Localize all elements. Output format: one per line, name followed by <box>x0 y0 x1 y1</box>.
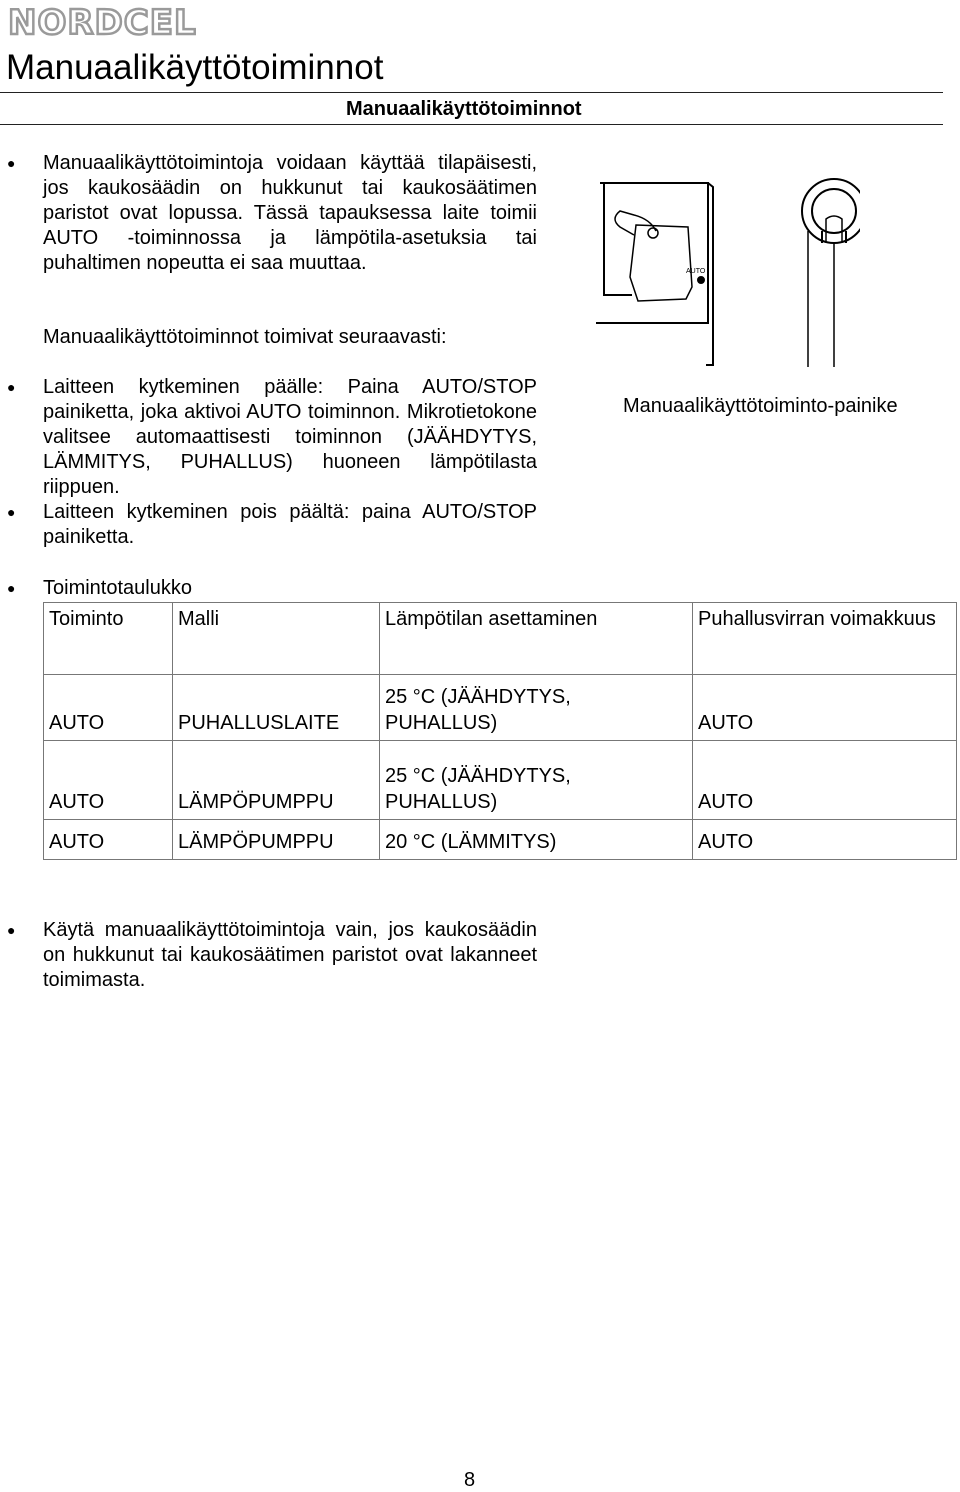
figure-button-label: AUTO <box>686 268 706 275</box>
header-rule-top <box>0 92 943 93</box>
header-rule-bottom <box>0 124 943 125</box>
intro-paragraph: Manuaalikäyttötoimintoja voidaan käyttää tilapäisesti, jos kaukosäädin on hukkunut tai kaukosäätimen paristot ovat lopussa. Tässä tapauksessa laite toimii AUTO -toiminnossa ja lämpötila-asetuksia tai puhaltimen nopeutta ei saa muuttaa. <box>43 152 537 274</box>
table-cell: 25 °C (JÄÄHDYTYS, PUHALLUS) <box>380 675 693 741</box>
table-cell: 20 °C (LÄMMITYS) <box>380 820 693 860</box>
bullet-icon: ● <box>7 379 16 395</box>
bullet-icon: ● <box>7 922 16 938</box>
table-cell: AUTO <box>693 741 957 820</box>
page-number: 8 <box>464 1469 476 1491</box>
bullet-icon: ● <box>7 580 16 596</box>
table-header-cell: Lämpötilan asettaminen <box>380 603 693 675</box>
table-cell: PUHALLUSLAITE <box>173 675 380 741</box>
section-title: Manuaalikäyttötoiminnot <box>346 98 582 120</box>
table-cell: AUTO <box>44 820 173 860</box>
step-power-on: Laitteen kytkeminen päälle: Paina AUTO/STOP painiketta, joka aktivoi AUTO toiminnon. Mikrotietokone valitsee automaattisesti toiminnon (JÄÄHDYTYS, LÄMMITYS, PUHALLUS) huoneen lämpötilasta riippuen. <box>43 376 537 498</box>
table-cell: 25 °C (JÄÄHDYTYS, PUHALLUS) <box>380 741 693 820</box>
figure-caption: Manuaalikäyttötoiminto-painike <box>623 395 898 417</box>
table-header-cell: Puhallusvirran voimakkuus <box>693 603 957 675</box>
bullet-icon: ● <box>7 504 16 520</box>
operation-intro: Manuaalikäyttötoiminnot toimivat seuraavasti: <box>43 326 447 348</box>
table-cell: AUTO <box>44 675 173 741</box>
table-header-cell: Toiminto <box>44 603 173 675</box>
manual-button-figure <box>590 175 860 375</box>
page-title: Manuaalikäyttötoiminnot <box>6 48 384 87</box>
table-row <box>44 820 957 860</box>
table-header-row <box>44 603 957 675</box>
table-cell: AUTO <box>693 820 957 860</box>
table-cell: AUTO <box>44 741 173 820</box>
table-heading: Toimintotaulukko <box>43 577 192 599</box>
bullet-icon: ● <box>7 155 16 171</box>
function-table <box>43 602 957 860</box>
usage-note: Käytä manuaalikäyttötoimintoja vain, jos kaukosäädin on hukkunut tai kaukosäätimen paristot ovat lakanneet toimimasta. <box>43 919 537 991</box>
table-header-cell: Malli <box>173 603 380 675</box>
step-power-off: Laitteen kytkeminen pois päältä: paina AUTO/STOP painiketta. <box>43 501 537 548</box>
brand-logo: NORDCEL <box>8 3 197 43</box>
table-cell: LÄMPÖPUMPPU <box>173 741 380 820</box>
table-row <box>44 675 957 741</box>
table-cell: LÄMPÖPUMPPU <box>173 820 380 860</box>
table-cell: AUTO <box>693 675 957 741</box>
table-row <box>44 741 957 820</box>
